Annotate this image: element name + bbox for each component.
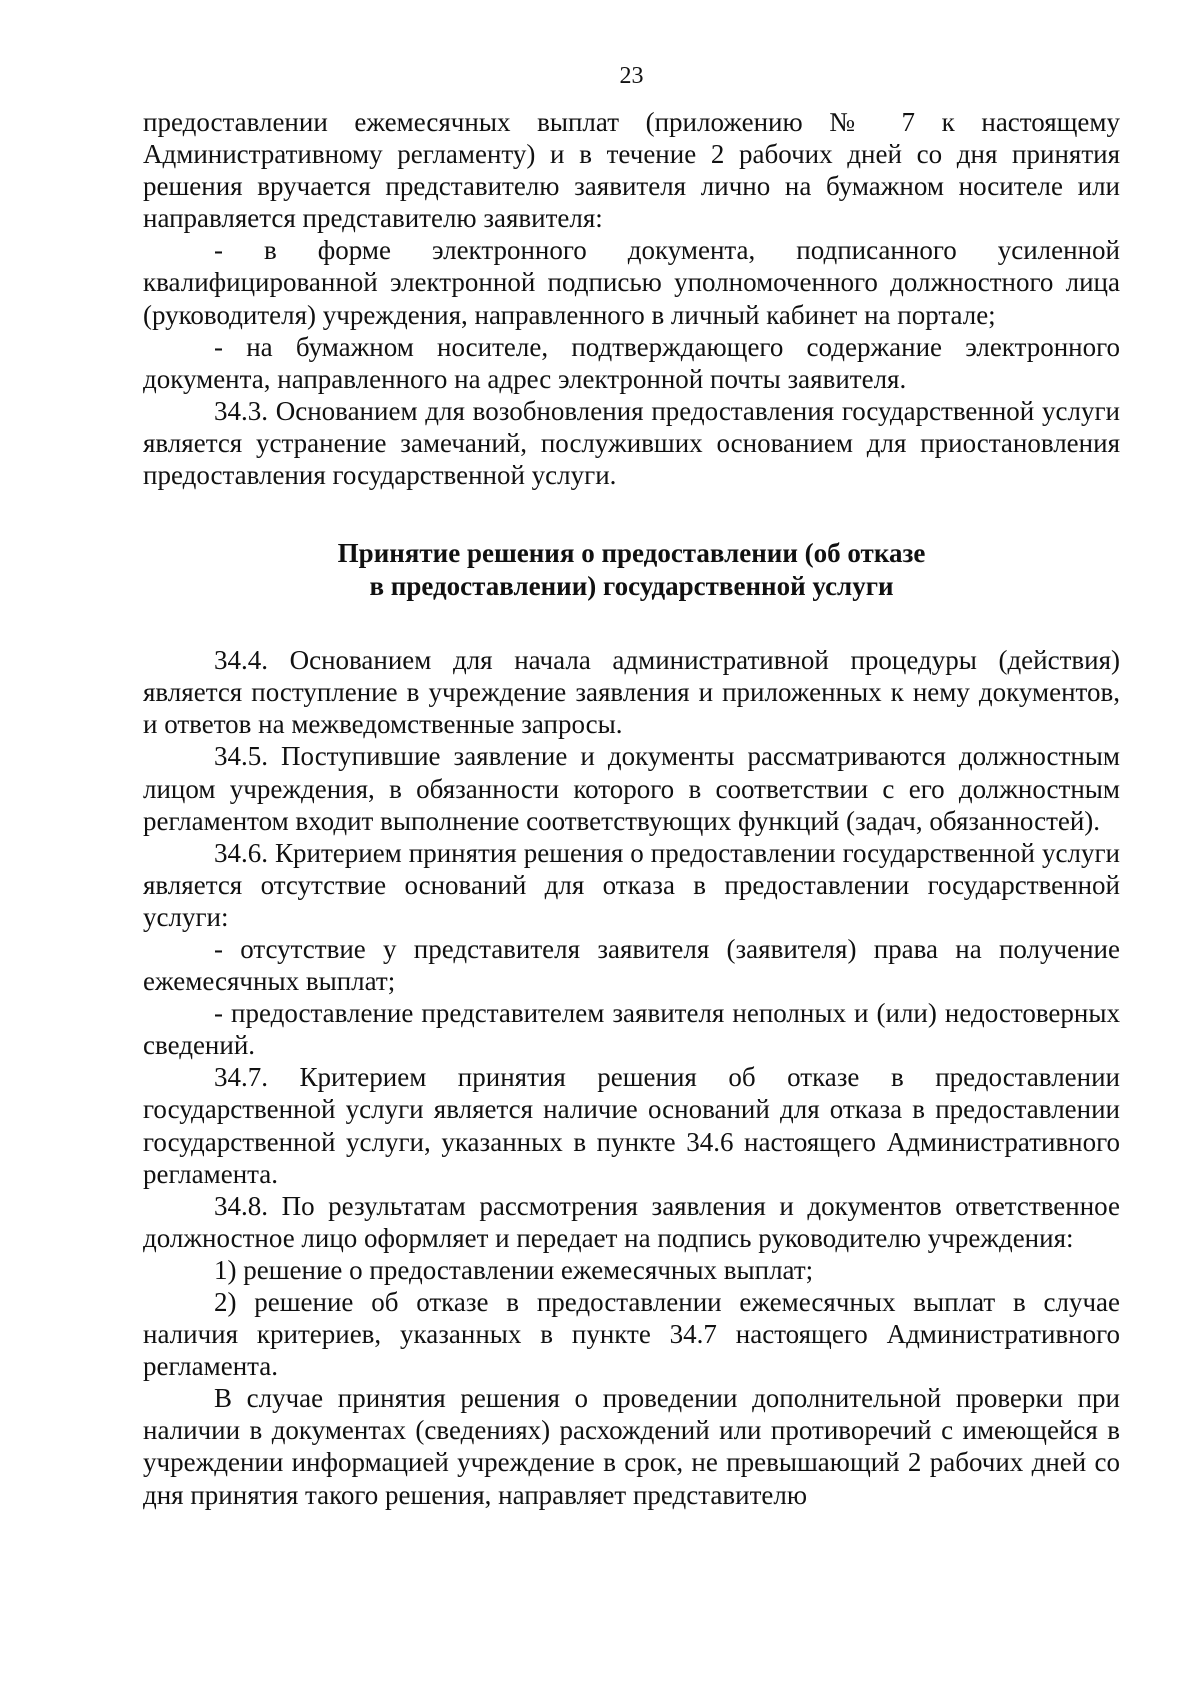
- document-page: [143, 62, 1120, 1511]
- paragraph: - на бумажном носителе, подтверждающего содержание электронного документа, направленного на адрес электронной почты заявителя.: [143, 331, 1120, 394]
- paragraph: 34.6. Критерием принятия решения о предоставлении государственной услуги является отсутствие оснований для отказа в предоставлении государственной услуги:: [143, 837, 1120, 932]
- section-heading-line-2: в предоставлении) государственной услуги: [369, 570, 894, 601]
- section-heading-line-1: Принятие решения о предоставлении (об отказе: [337, 538, 926, 569]
- page-number: 23: [619, 63, 644, 89]
- paragraph: 34.4. Основанием для начала административной процедуры (действия) является поступление в учреждение заявления и приложенных к нему документов, и ответов на межведомственные запросы.: [143, 645, 1120, 740]
- paragraph: В случае принятия решения о проведении дополнительной проверки при наличии в документах (сведениях) расхождений или противоречий с имеющейся в учреждении информацией учреждение в срок, не превышающий 2 рабочих дней со дня принятия такого решения, направляет представителю: [143, 1383, 1120, 1510]
- paragraph: - в форме электронного документа, подписанного усиленной квалифицированной электронной подписью уполномоченного должностного лица (руководителя) учреждения, направленного в личный кабинет на портале;: [143, 235, 1120, 330]
- paragraph: 34.8. По результатам рассмотрения заявления и документов ответственное должностное лицо оформляет и передает на подпись руководителю учреждения:: [143, 1190, 1120, 1253]
- paragraph: - предоставление представителем заявителя неполных и (или) недостоверных сведений.: [143, 998, 1120, 1061]
- section-heading: [143, 537, 1120, 602]
- section-after-heading: [143, 644, 1120, 1511]
- paragraph: - отсутствие у представителя заявителя (заявителя) права на получение ежемесячных выплат;: [143, 933, 1120, 997]
- paragraph: 1) решение о предоставлении ежемесячных выплат;: [214, 1254, 814, 1285]
- paragraph: 2) решение об отказе в предоставлении ежемесячных выплат в случае наличия критериев, указанных в пункте 34.7 настоящего Административного регламента.: [143, 1287, 1120, 1382]
- paragraph: 34.3. Основанием для возобновления предоставления государственной услуги является устранение замечаний, послуживших основанием для приостановления предоставления государственной услуги.: [143, 395, 1120, 491]
- paragraph: предоставлении ежемесячных выплат (приложению № 7 к настоящему Административному регламенту) и в течение 2 рабочих дней со дня принятия решения вручается представителю заявителя лично на бумажном носителе или направляется представителю заявителя:: [143, 107, 1120, 234]
- paragraph: 34.5. Поступившие заявление и документы рассматриваются должностным лицом учреждения, в обязанности которого в соответствии с его должностным регламентом входит выполнение соответствующих функций (задач, обязанностей).: [143, 741, 1120, 836]
- paragraph: 34.7. Критерием принятия решения об отказе в предоставлении государственной услуги является наличие оснований для отказа в предоставлении государственной услуги, указанных в пункте 34.6 настоящего Административного регламента.: [143, 1062, 1120, 1189]
- section-before-heading: [143, 106, 1120, 491]
